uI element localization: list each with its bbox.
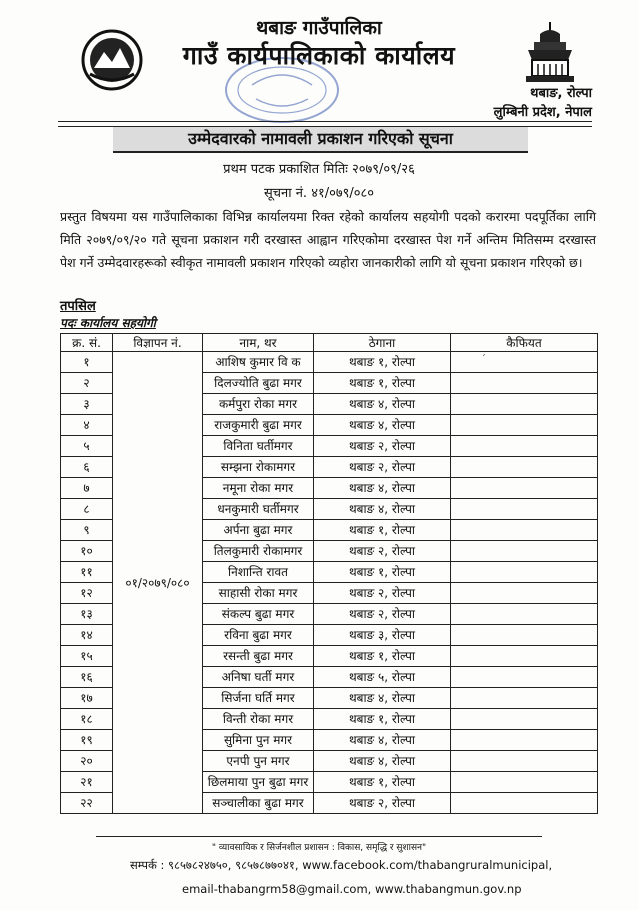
- cell-sn: १९: [61, 730, 113, 751]
- cell-name: सम्झना रोकामगर: [203, 457, 314, 478]
- details-label: तपसिल: [60, 299, 96, 314]
- cell-name: विन्ती रोका मगर: [203, 709, 314, 730]
- cell-name: साहासी रोका मगर: [203, 583, 314, 604]
- cell-remarks: [451, 562, 598, 583]
- cell-remarks: [451, 415, 598, 436]
- cell-remarks: [451, 751, 598, 772]
- cell-address: थबाङ १, रोल्पा: [314, 772, 451, 793]
- candidate-table: [60, 333, 598, 814]
- tick-mark-icon: ˊ: [481, 354, 486, 365]
- header-name: नाम, थर: [203, 334, 314, 352]
- cell-sn: १०: [61, 541, 113, 562]
- contact-line-2: email-thabangrm58@gmail.com, www.thabangmun.gov.np: [182, 882, 522, 896]
- table-row: [61, 352, 598, 373]
- cell-name: सञ्चालीका बुढा मगर: [203, 793, 314, 814]
- cell-name: अर्पना बुढा मगर: [203, 520, 314, 541]
- cell-sn: १२: [61, 583, 113, 604]
- cell-sn: ५: [61, 436, 113, 457]
- cell-address: थबाङ २, रोल्पा: [314, 583, 451, 604]
- cell-sn: ८: [61, 499, 113, 520]
- cell-remarks: [451, 436, 598, 457]
- address-line-1: थबाङ, रोल्पा: [530, 86, 592, 101]
- cell-sn: १: [61, 352, 113, 373]
- cell-sn: १६: [61, 667, 113, 688]
- cell-address: थबाङ १, रोल्पा: [314, 646, 451, 667]
- address-line-2: लुम्बिनी प्रदेश, नेपाल: [493, 105, 592, 120]
- cell-name: एनपी पुन मगर: [203, 751, 314, 772]
- cell-remarks: [451, 457, 598, 478]
- cell-remarks: [451, 520, 598, 541]
- header-address: ठेगाना: [314, 334, 451, 352]
- cell-sn: ७: [61, 478, 113, 499]
- header-remarks: कैफियत: [451, 334, 598, 352]
- cell-remarks: [451, 394, 598, 415]
- cell-name: अनिषा घर्ती मगर: [203, 667, 314, 688]
- cell-remarks: [451, 373, 598, 394]
- cell-remarks: [451, 709, 598, 730]
- header-advertisement-no: विज्ञापन नं.: [113, 334, 203, 352]
- cell-address: थबाङ १, रोल्पा: [314, 562, 451, 583]
- cell-remarks: [451, 499, 598, 520]
- notice-body: प्रस्तुत विषयमा यस गाउँपालिकाका विभिन्न कार्यालयमा रिक्त रहेको कार्यालय सहयोगी पदको करारमा पदपूर्तिका लागि मिति २०७९/०९/२० गते सूचना प्रकाशन गरी दरखास्त आह्वान गरिएकोमा दरखास्त पेश गर्ने अन्तिम मितिसम्म दरखास्त पेश गर्ने उम्मेदवारहरूको स्वीकृत नामावली प्रकाशन गरिएको व्यहोरा जानकारीको लागि यो सूचना प्रकाशन गरिएको छ।: [60, 209, 596, 270]
- cell-sn: ४: [61, 415, 113, 436]
- notice-number: सूचना नं. ४१/०७९/०८०: [263, 186, 375, 201]
- cell-sn: ९: [61, 520, 113, 541]
- cell-name: राजकुमारी बुढा मगर: [203, 415, 314, 436]
- cell-sn: ११: [61, 562, 113, 583]
- cell-remarks: [451, 667, 598, 688]
- cell-remarks: [451, 730, 598, 751]
- cell-address: थबाङ ४, रोल्पा: [314, 394, 451, 415]
- cell-remarks: [451, 583, 598, 604]
- cell-sn: १७: [61, 688, 113, 709]
- cell-name: निशान्ति रावत: [203, 562, 314, 583]
- cell-address: थबाङ ५, रोल्पा: [314, 667, 451, 688]
- cell-address: थबाङ १, रोल्पा: [314, 373, 451, 394]
- cell-sn: २: [61, 373, 113, 394]
- cell-remarks: [451, 604, 598, 625]
- cell-address: थबाङ ४, रोल्पा: [314, 751, 451, 772]
- header-sn: क्र. सं.: [61, 334, 113, 352]
- cell-name: कर्मपुरा रोका मगर: [203, 394, 314, 415]
- cell-sn: १८: [61, 709, 113, 730]
- cell-address: थबाङ १, रोल्पा: [314, 352, 451, 373]
- cell-remarks: [451, 478, 598, 499]
- office-name: गाउँ कार्यपालिकाको कार्यालय: [182, 41, 456, 70]
- cell-name: सिर्जना घर्ति मगर: [203, 688, 314, 709]
- cell-address: थबाङ २, रोल्पा: [314, 457, 451, 478]
- cell-name: आशिष कुमार वि क: [203, 352, 314, 373]
- footer-motto: " व्यावसायिक र सिर्जनशील प्रशासन : विकास, समृद्धि र सुशासन": [211, 843, 427, 853]
- cell-name: विनिता घर्तीमगर: [203, 436, 314, 457]
- cell-address: थबाङ ४, रोल्पा: [314, 415, 451, 436]
- notice-title: उम्मेदवारको नामावली प्रकाशन गरिएको सूचना: [113, 127, 528, 153]
- cell-address: थबाङ ४, रोल्पा: [314, 478, 451, 499]
- cell-advertisement-no: ०१/२०७९/०८०: [113, 352, 203, 814]
- cell-remarks: [451, 541, 598, 562]
- cell-sn: १५: [61, 646, 113, 667]
- footer-divider: [96, 836, 542, 837]
- cell-remarks: [451, 352, 598, 373]
- cell-sn: १४: [61, 625, 113, 646]
- cell-name: छिलमाया पुन बुढा मगर: [203, 772, 314, 793]
- contact-line-1: सम्पर्क : ९८५७८२४७५०, ९८५७८७७०४१, www.facebook.com/thabangruralmunicipal,: [130, 858, 553, 872]
- cell-name: सुमिना पुन मगर: [203, 730, 314, 751]
- cell-name: तिलकुमारी रोकामगर: [203, 541, 314, 562]
- cell-name: रसन्ती बुढा मगर: [203, 646, 314, 667]
- cell-sn: २२: [61, 793, 113, 814]
- cell-sn: १३: [61, 604, 113, 625]
- cell-remarks: [451, 793, 598, 814]
- cell-address: थबाङ ४, रोल्पा: [314, 730, 451, 751]
- cell-name: नमूना रोका मगर: [203, 478, 314, 499]
- cell-address: थबाङ ४, रोल्पा: [314, 688, 451, 709]
- cell-remarks: [451, 646, 598, 667]
- cell-sn: ३: [61, 394, 113, 415]
- table-header-row: [61, 334, 598, 352]
- post-label: पदः कार्यालय सहयोगी: [60, 316, 156, 330]
- cell-address: थबाङ २, रोल्पा: [314, 541, 451, 562]
- cell-name: धनकुमारी घर्तीमगर: [203, 499, 314, 520]
- cell-sn: २०: [61, 751, 113, 772]
- cell-address: थबाङ ४, रोल्पा: [314, 499, 451, 520]
- cell-address: थबाङ १, रोल्पा: [314, 520, 451, 541]
- cell-remarks: [451, 772, 598, 793]
- cell-address: थबाङ २, रोल्पा: [314, 604, 451, 625]
- cell-sn: ६: [61, 457, 113, 478]
- cell-address: थबाङ १, रोल्पा: [314, 709, 451, 730]
- cell-remarks: [451, 625, 598, 646]
- cell-address: थबाङ ३, रोल्पा: [314, 625, 451, 646]
- cell-name: दिलज्योति बुढा मगर: [203, 373, 314, 394]
- municipality-name: थबाङ गाउँपालिका: [256, 17, 382, 39]
- letterhead: [0, 0, 638, 125]
- cell-name: संकल्प बुढा मगर: [203, 604, 314, 625]
- published-date: प्रथम पटक प्रकाशित मितिः २०७९/०९/२६: [223, 162, 415, 177]
- cell-name: रविना बुढा मगर: [203, 625, 314, 646]
- cell-remarks: [451, 688, 598, 709]
- cell-address: थबाङ २, रोल्पा: [314, 793, 451, 814]
- cell-address: थबाङ २, रोल्पा: [314, 436, 451, 457]
- cell-sn: २१: [61, 772, 113, 793]
